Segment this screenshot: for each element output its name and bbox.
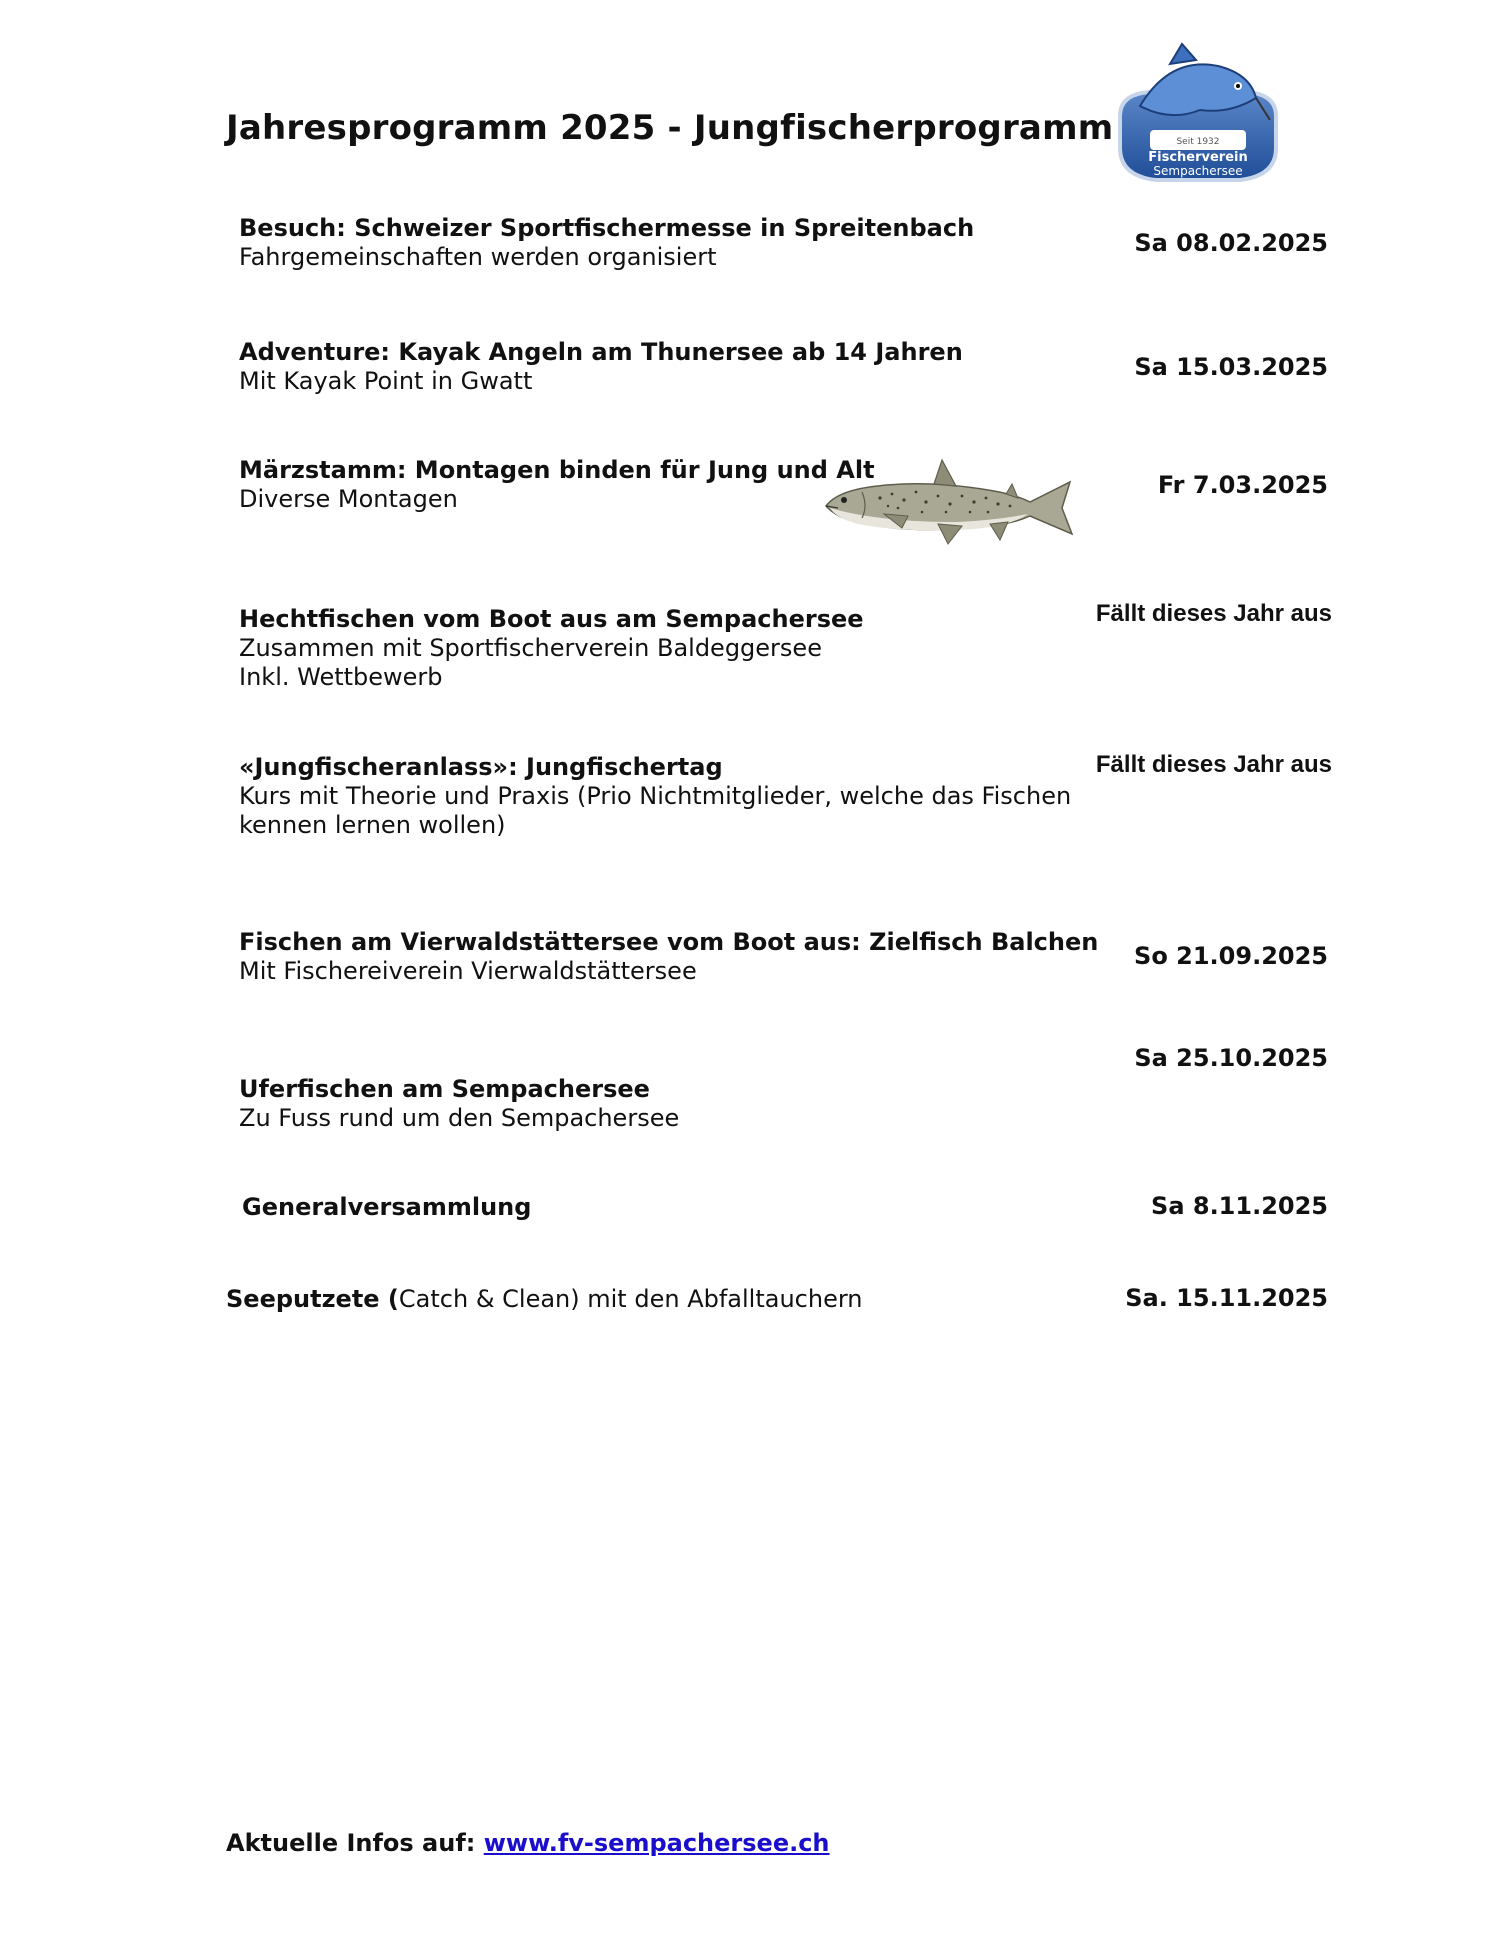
event-date: So 21.09.2025 xyxy=(1134,942,1328,970)
svg-text:Sempachersee: Sempachersee xyxy=(1153,164,1243,178)
event-cancelled-status: Fällt dieses Jahr aus xyxy=(1095,751,1332,778)
event-detail: Mit Fischereiverein Vierwaldstättersee xyxy=(239,957,697,985)
event-title-rest: Catch & Clean) mit den Abfalltauchern xyxy=(398,1285,863,1313)
event-date: Sa. 15.11.2025 xyxy=(1125,1284,1328,1312)
event-title: «Jungfischeranlass»: Jungfischertag xyxy=(239,753,723,781)
website-link[interactable]: www.fv-sempachersee.ch xyxy=(483,1829,830,1857)
event-cancelled-status: Fällt dieses Jahr aus xyxy=(1095,600,1332,627)
event-detail: Fahrgemeinschaften werden organisiert xyxy=(239,243,717,271)
event-title: Besuch: Schweizer Sportfischermesse in Spreitenbach xyxy=(239,214,975,242)
event-title: Generalversammlung xyxy=(242,1193,532,1221)
fischerverein-logo xyxy=(1110,36,1286,186)
event-date: Sa 15.03.2025 xyxy=(1134,353,1328,381)
page-title: Jahresprogramm 2025 - Jungfischerprogramm xyxy=(226,108,1114,148)
footer xyxy=(226,1829,830,1857)
svg-text:Seit 1932: Seit 1932 xyxy=(1176,137,1220,147)
event-title: Märzstamm: Montagen binden für Jung und Alt xyxy=(239,456,875,484)
event-title: Fischen am Vierwaldstättersee vom Boot aus: Zielfisch Balchen xyxy=(239,928,1099,956)
event-date: Sa 8.11.2025 xyxy=(1151,1192,1328,1220)
trout-illustration xyxy=(818,456,1076,548)
event-title: Uferfischen am Sempachersee xyxy=(239,1075,650,1103)
footer-label: Aktuelle Infos auf: xyxy=(226,1829,476,1857)
event-title-bold: Seeputzete ( xyxy=(226,1285,399,1313)
event-date: Sa 25.10.2025 xyxy=(1134,1044,1328,1072)
event-detail: Mit Kayak Point in Gwatt xyxy=(239,367,533,395)
event-detail: Zusammen mit Sportfischerverein Baldeggersee xyxy=(239,634,822,662)
event-title: Hechtfischen vom Boot aus am Sempachersee xyxy=(239,605,864,633)
svg-text:Fischerverein: Fischerverein xyxy=(1148,150,1248,165)
event-detail: Diverse Montagen xyxy=(239,485,458,513)
event-detail: Inkl. Wettbewerb xyxy=(239,663,443,691)
event-detail: Zu Fuss rund um den Sempachersee xyxy=(239,1104,680,1132)
event-title: Adventure: Kayak Angeln am Thunersee ab 14 Jahren xyxy=(239,338,963,366)
event-date: Sa 08.02.2025 xyxy=(1134,229,1328,257)
event-detail: kennen lernen wollen) xyxy=(239,811,506,839)
event-date: Fr 7.03.2025 xyxy=(1157,471,1328,499)
event-title xyxy=(226,1285,863,1313)
event-detail: Kurs mit Theorie und Praxis (Prio Nichtmitglieder, welche das Fischen xyxy=(239,782,1072,810)
